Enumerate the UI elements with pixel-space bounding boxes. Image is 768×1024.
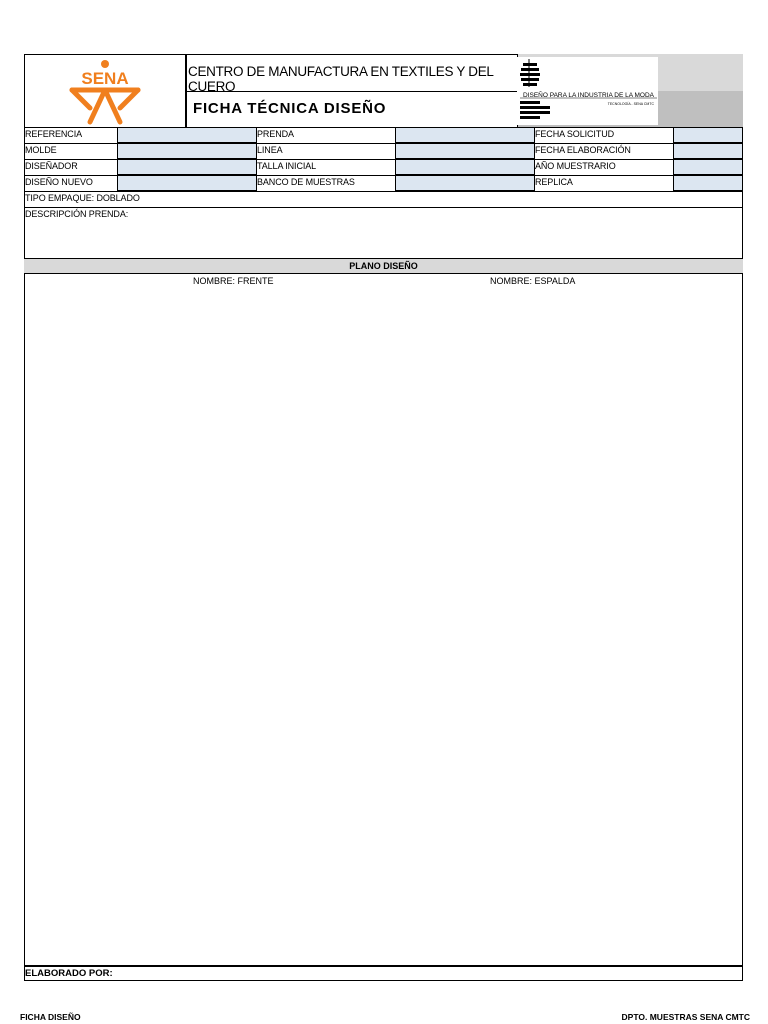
label-molde: MOLDE xyxy=(25,145,57,155)
value-fecha-elaboracion[interactable] xyxy=(673,143,743,159)
label-replica: REPLICA xyxy=(535,177,573,187)
label-banco-muestras: BANCO DE MUESTRAS xyxy=(257,177,355,187)
value-talla-inicial[interactable] xyxy=(395,159,535,175)
value-linea[interactable] xyxy=(395,143,535,159)
label-diseno-nuevo: DISEÑO NUEVO xyxy=(25,177,93,187)
form-title: FICHA TÉCNICA DISEÑO xyxy=(193,100,387,117)
label-referencia: REFERENCIA xyxy=(25,129,83,139)
divider xyxy=(24,965,743,967)
value-molde[interactable] xyxy=(117,143,257,159)
value-fecha-solicitud[interactable] xyxy=(673,127,743,143)
divider xyxy=(186,54,187,128)
svg-text:DISEÑO PARA LA INDUSTRIA DE LA: DISEÑO PARA LA INDUSTRIA DE LA MODA xyxy=(523,92,654,99)
divider xyxy=(24,175,743,176)
label-fecha-elaboracion: FECHA ELABORACIÓN xyxy=(535,145,631,155)
label-fecha-solicitud: FECHA SOLICITUD xyxy=(535,129,615,139)
footer-left: FICHA DISEÑO xyxy=(20,1012,81,1022)
elaborado-label: ELABORADO POR: xyxy=(25,968,113,979)
plano-title: PLANO DISEÑO xyxy=(24,258,743,274)
divider xyxy=(24,207,743,208)
fashion-logo xyxy=(517,57,658,125)
value-banco-muestras[interactable] xyxy=(395,175,535,191)
value-ano-muestrario[interactable] xyxy=(673,159,743,175)
tipo-empaque: TIPO EMPAQUE: DOBLADO xyxy=(25,193,140,203)
label-ano-muestrario: AÑO MUESTRARIO xyxy=(535,161,616,171)
label-talla-inicial: TALLA INICIAL xyxy=(257,161,317,171)
sena-logo xyxy=(24,54,186,128)
value-referencia[interactable] xyxy=(117,127,257,143)
footer-right: DPTO. MUESTRAS SENA CMTC xyxy=(621,1012,750,1022)
back-label: NOMBRE: ESPALDA xyxy=(490,276,576,286)
center-name: CENTRO DE MANUFACTURA EN TEXTILES Y DEL CUERO xyxy=(188,64,494,94)
front-label: NOMBRE: FRENTE xyxy=(193,276,274,286)
divider xyxy=(24,143,743,144)
value-diseno-nuevo[interactable] xyxy=(117,175,257,191)
svg-text:SENA: SENA xyxy=(81,69,129,88)
label-prenda: PRENDA xyxy=(257,129,294,139)
label-linea: LINEA xyxy=(257,145,283,155)
value-disenador[interactable] xyxy=(117,159,257,175)
divider xyxy=(24,159,743,160)
svg-text:TECNOLOGÍA - SENA CMTC: TECNOLOGÍA - SENA CMTC xyxy=(607,102,654,106)
descripcion-label: DESCRIPCIÓN PRENDA: xyxy=(25,209,129,219)
value-replica[interactable] xyxy=(673,175,743,191)
label-disenador: DISEÑADOR xyxy=(25,161,78,171)
value-prenda[interactable] xyxy=(395,127,535,143)
